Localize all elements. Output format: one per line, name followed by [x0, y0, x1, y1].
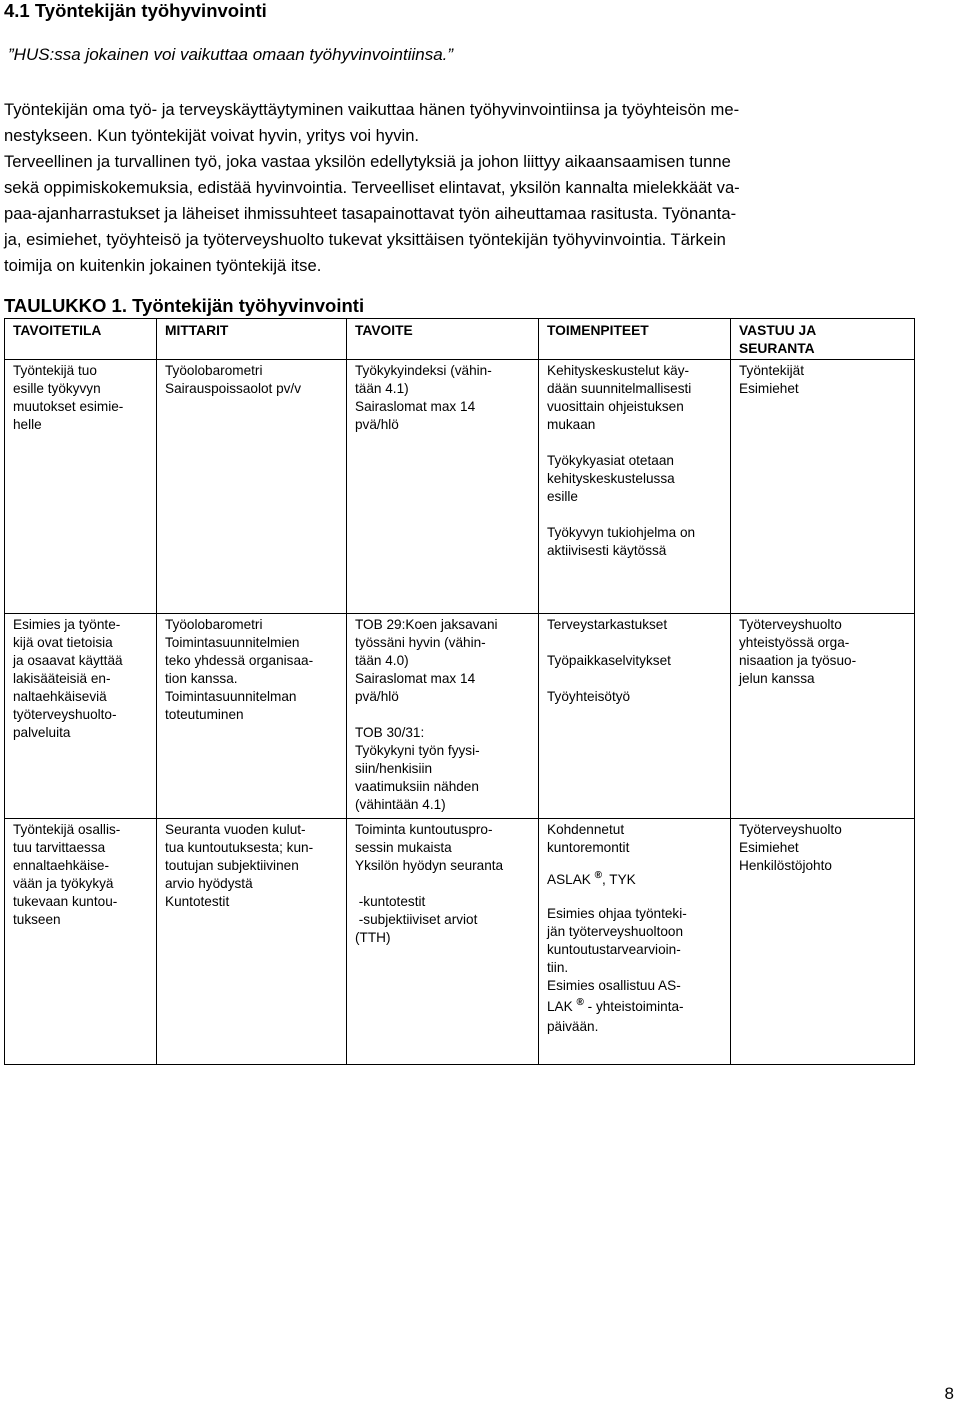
header-vastuu: VASTUU JA SEURANTA — [731, 319, 915, 360]
cell-tavoite: Toiminta kuntoutuspro- sessin mukaista Yksilön hyödyn seuranta -kuntotestit -subjektiiviset arviot (TTH) — [347, 819, 539, 1065]
cell-vastuu: Työterveyshuolto yhteistyössä orga- nisaation ja työsuo- jelun kanssa — [731, 614, 915, 819]
intro-line: nestykseen. Kun työntekijät voivat hyvin, yritys voi hyvin. — [4, 126, 420, 145]
aslak-line: ASLAK ®, TYK — [547, 870, 636, 887]
cell-mittarit: Seuranta vuoden kulut- tua kuntoutuksesta; kun- toutujan subjektiivinen arvio hyödystä Kuntotestit — [157, 819, 347, 1065]
cell-tavoitetila: Työntekijä osallis- tuu tarvittaessa ennaltaehkäise- vään ja työkykyä tukevaan kuntou- tukseen — [5, 819, 157, 1065]
intro-line: Terveellinen ja turvallinen työ, joka vastaa yksilön edellytyksiä ja johon liittyy aikaansaamisen tunne — [4, 152, 731, 171]
table-header-row — [5, 319, 915, 360]
cell-vastuu: Työntekijät Esimiehet — [731, 360, 915, 614]
cell-vastuu: Työterveyshuolto Esimiehet Henkilöstöjohto — [731, 819, 915, 1065]
table-row — [5, 614, 915, 819]
intro-line: paa-ajanharrastukset ja läheiset ihmissuhteet tasapainottavat työn aiheuttamaa rasitusta. Työnanta- — [4, 204, 737, 223]
intro-paragraph — [4, 97, 952, 279]
header-mittarit: MITTARIT — [157, 319, 347, 360]
cell-tavoitetila: Työntekijä tuo esille työkyvyn muutokset esimie- helle — [5, 360, 157, 614]
cell-toimenpiteet: Kehityskeskustelut käy- dään suunnitelmallisesti vuosittain ohjeistuksen mukaan Työkykyasiat otetaan kehityskeskustelussa esille Työkyvyn tukiohjelma on aktiivisesti käytössä — [539, 360, 731, 614]
cell-tavoite: TOB 29:Koen jaksavani työssäni hyvin (vähin- tään 4.0) Sairaslomat max 14 pvä/hlö TOB 30/31: Työkykyni työn fyysi- siin/henkisiin vaatimuksiin nähden (vähintään 4.1) — [347, 614, 539, 819]
cell-toimenpiteet: Terveystarkastukset Työpaikkaselvitykset Työyhteisötyö — [539, 614, 731, 819]
table-row — [5, 360, 915, 614]
registered-mark: ® — [594, 870, 602, 881]
registered-mark: ® — [576, 997, 584, 1008]
lak-line: LAK ® - yhteistoiminta- — [547, 997, 684, 1014]
intro-line: sekä oppimiskokemuksia, edistää hyvinvointia. Terveelliset elintavat, yksilön kannalta mielekkäät va- — [4, 178, 740, 197]
cell-mittarit: Työolobarometri Toimintasuunnitelmien teko yhdessä organisaa- tion kanssa. Toimintasuunnitelman toteutuminen — [157, 614, 347, 819]
cell-tavoitetila: Esimies ja työnte- kijä ovat tietoisia ja osaavat käyttää lakisääteisiä en- naltaehkäiseviä työterveyshuolto- palveluita — [5, 614, 157, 819]
cell-toimenpiteet: Kohdennetut kuntoremontit ASLAK ®, TYK Esimies ohjaa työnteki- jän työterveyshuoltoon kuntoutustarvearvioin- tiin. Esimies osallistuu AS- LAK ® - yhteistoiminta- päivään. — [539, 819, 731, 1065]
page-number: 8 — [944, 1384, 954, 1403]
section-heading: 4.1 Työntekijän työhyvinvointi — [4, 0, 267, 21]
wellbeing-table — [4, 318, 915, 1065]
intro-line: ja, esimiehet, työyhteisö ja työterveyshuolto tukevat yksittäisen työntekijän työhyvinvointia. Tärkein — [4, 230, 726, 249]
intro-line: toimija on kuitenkin jokainen työntekijä itse. — [4, 256, 322, 275]
cell-tavoite: Työkykyindeksi (vähin- tään 4.1) Sairaslomat max 14 pvä/hlö — [347, 360, 539, 614]
header-toimenpiteet: TOIMENPITEET — [539, 319, 731, 360]
intro-line: Työntekijän oma työ- ja terveyskäyttäytyminen vaikuttaa hänen työhyvinvointiinsa ja työyhteisön me- — [4, 100, 740, 119]
table-row — [5, 819, 915, 1065]
table-caption: TAULUKKO 1. Työntekijän työhyvinvointi — [4, 295, 365, 316]
header-tavoitetila: TAVOITETILA — [5, 319, 157, 360]
motto-quote: ”HUS:ssa jokainen voi vaikuttaa omaan työhyvinvointiinsa.” — [8, 45, 454, 64]
header-tavoite: TAVOITE — [347, 319, 539, 360]
cell-mittarit: Työolobarometri Sairauspoissaolot pv/v — [157, 360, 347, 614]
